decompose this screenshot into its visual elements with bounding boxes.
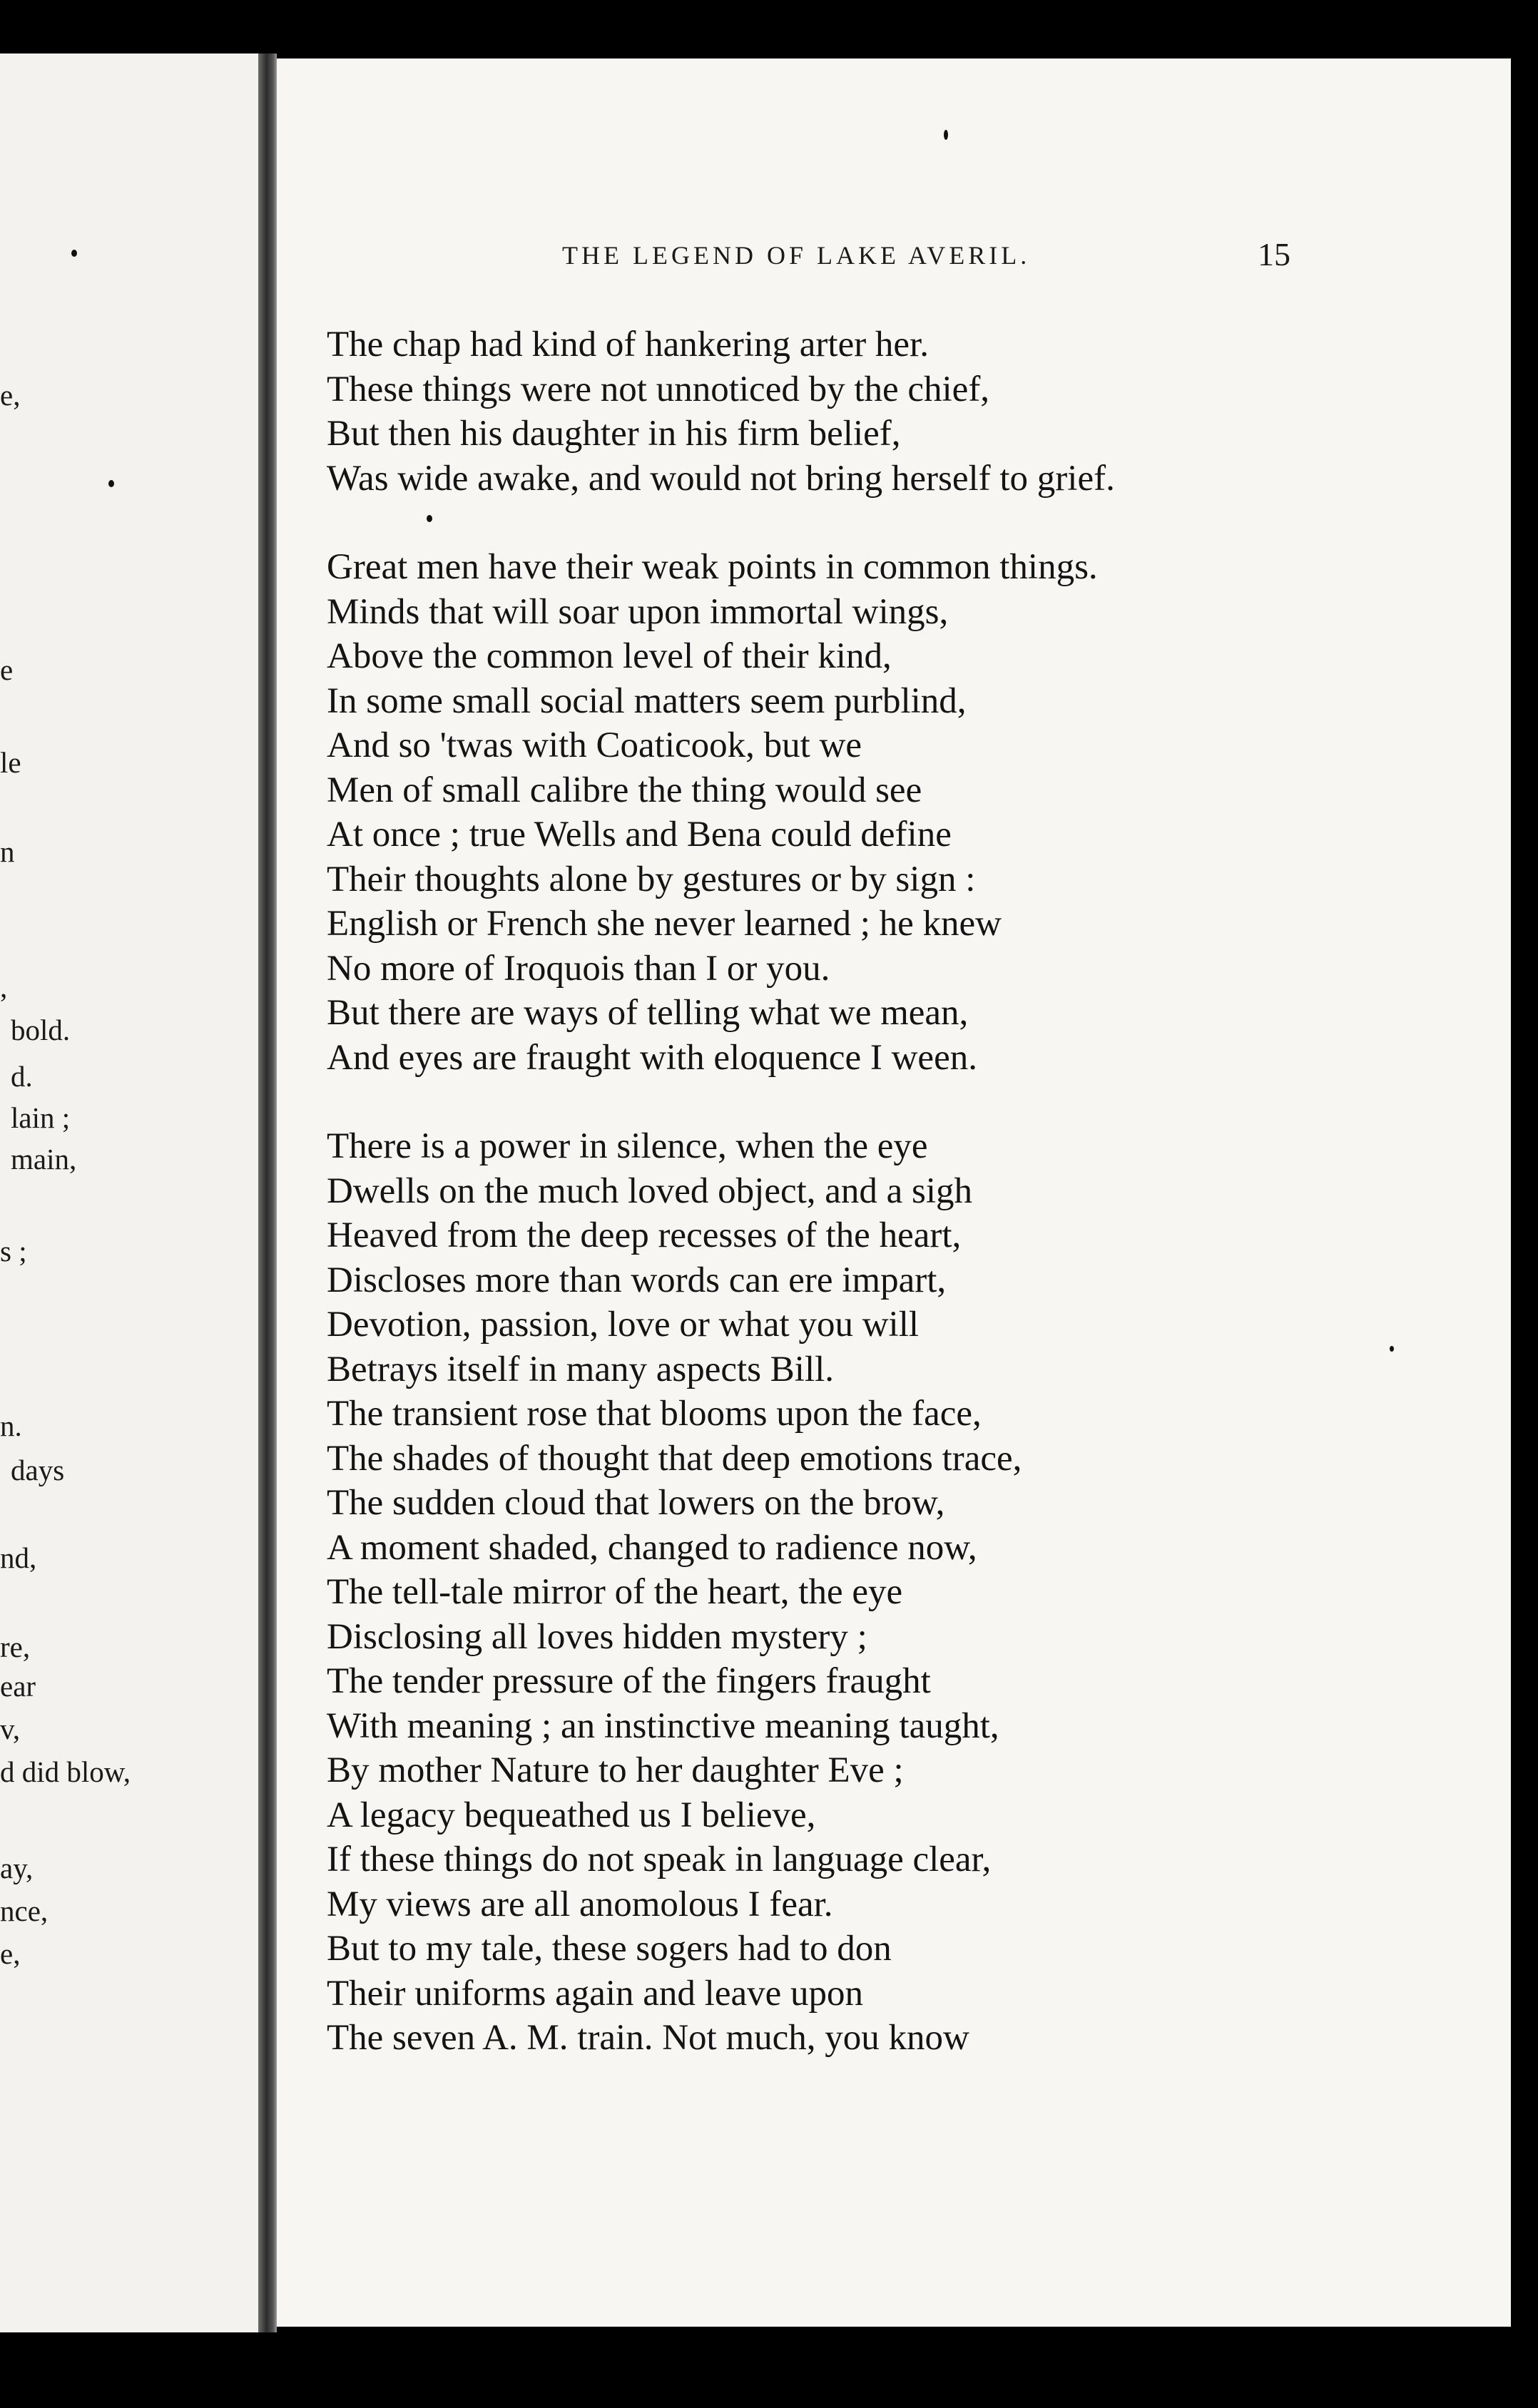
verse-line: Was wide awake, and would not bring herself to grief. [327,458,1115,499]
page-number: 15 [1258,236,1290,272]
left-page-fragment: e [0,653,14,686]
ink-speck [108,480,114,487]
verse-line: By mother Nature to her daughter Eve ; [327,1750,904,1790]
verse-line: Men of small calibre the thing would see [327,770,922,810]
verse-line: The tell-tale mirror of the heart, the eye [327,1572,903,1612]
verse-line: The tender pressure of the fingers fraught [327,1661,931,1701]
verse-line: Heaved from the deep recesses of the heart, [327,1215,962,1255]
left-page-fragment: nd, [0,1541,37,1574]
left-page-fragment: d. [11,1060,33,1093]
verse-line: Dwells on the much loved object, and a sigh [327,1170,973,1211]
verse-line: A moment shaded, changed to radience now, [327,1527,977,1568]
verse-line: But then his daughter in his firm belief, [327,414,901,454]
verse-line: With meaning ; an instinctive meaning taught, [327,1705,999,1746]
left-page-fragment: e, [0,1937,21,1970]
left-page-fragment: v, [0,1713,21,1745]
left-page-fragment: s ; [0,1235,27,1267]
verse-line: But to my tale, these sogers had to don [327,1929,892,1969]
left-page-fragment: ay, [0,1852,34,1884]
verse-line: But there are ways of telling what we mean, [327,993,969,1033]
left-page-fragment: nce, [0,1894,49,1927]
ink-speck [427,515,432,522]
verse-line: Minds that will soar upon immortal wings, [327,591,949,632]
verse-line: If these things do not speak in language clear, [327,1840,992,1879]
ink-speck [71,250,77,257]
stanza [327,322,1497,501]
right-page [277,58,1511,2327]
verse-line: English or French she never learned ; he knew [327,904,1002,944]
left-page-fragment: le [0,746,21,779]
stanza [327,1124,1497,2061]
verse-line: Discloses more than words can ere impart, [327,1260,947,1300]
left-page-fragment: e, [0,379,21,412]
left-page-fragment: n. [0,1409,22,1442]
verse-line: The sudden cloud that lowers on the brow, [327,1483,945,1523]
verse-line: The transient rose that blooms upon the face, [327,1394,982,1434]
left-page-fragment: ear [0,1670,36,1703]
stanza [327,545,1497,1080]
verse-line: At once ; true Wells and Bena could define [327,815,952,854]
left-facing-page [0,53,264,2332]
running-head: THE LEGEND OF LAKE AVERIL. [562,241,1031,270]
verse-line: No more of Iroquois than I or you. [327,948,830,989]
verse-line: Betrays itself in many aspects Bill. [327,1349,835,1389]
verse-line: Their thoughts alone by gestures or by sign : [327,859,976,899]
verse-line: Great men have their weak points in common things. [327,547,1098,587]
verse-line: The chap had kind of hankering arter her. [327,325,929,364]
verse-line: The seven A. M. train. Not much, you know [327,2018,969,2058]
left-page-fragment: d did blow, [0,1755,131,1788]
left-page-fragment: re, [0,1631,31,1663]
left-page-fragment: n [0,835,15,868]
verse-line: In some small social matters seem purblind, [327,680,967,721]
verse-line: My views are all anomolous I fear. [327,1884,833,1924]
verse-line: These things were not unnoticed by the chief, [327,369,990,409]
verse-line: And eyes are fraught with eloquence I ween. [327,1037,977,1078]
binding-gutter [258,53,277,2332]
left-page-fragment: bold. [11,1014,71,1046]
verse-line: Above the common level of their kind, [327,636,892,676]
left-page-fragment: , [0,971,8,1004]
ink-speck [944,130,948,140]
left-page-fragment: lain ; [11,1101,71,1134]
verse-line: A legacy bequeathed us I believe, [327,1795,816,1835]
verse-line: Devotion, passion, love or what you will [327,1305,920,1345]
verse-line: Their uniforms again and leave upon [327,1973,864,2014]
verse-line: Disclosing all loves hidden mystery ; [327,1616,867,1657]
poem-text [327,322,1497,2105]
ink-speck [1390,1346,1394,1352]
verse-line: There is a power in silence, when the eye [327,1126,928,1166]
left-page-fragment: days [11,1454,65,1486]
verse-line: The shades of thought that deep emotions trace, [327,1438,1022,1479]
left-page-fragment: main, [11,1143,77,1175]
verse-line: And so 'twas with Coaticook, but we [327,725,862,765]
